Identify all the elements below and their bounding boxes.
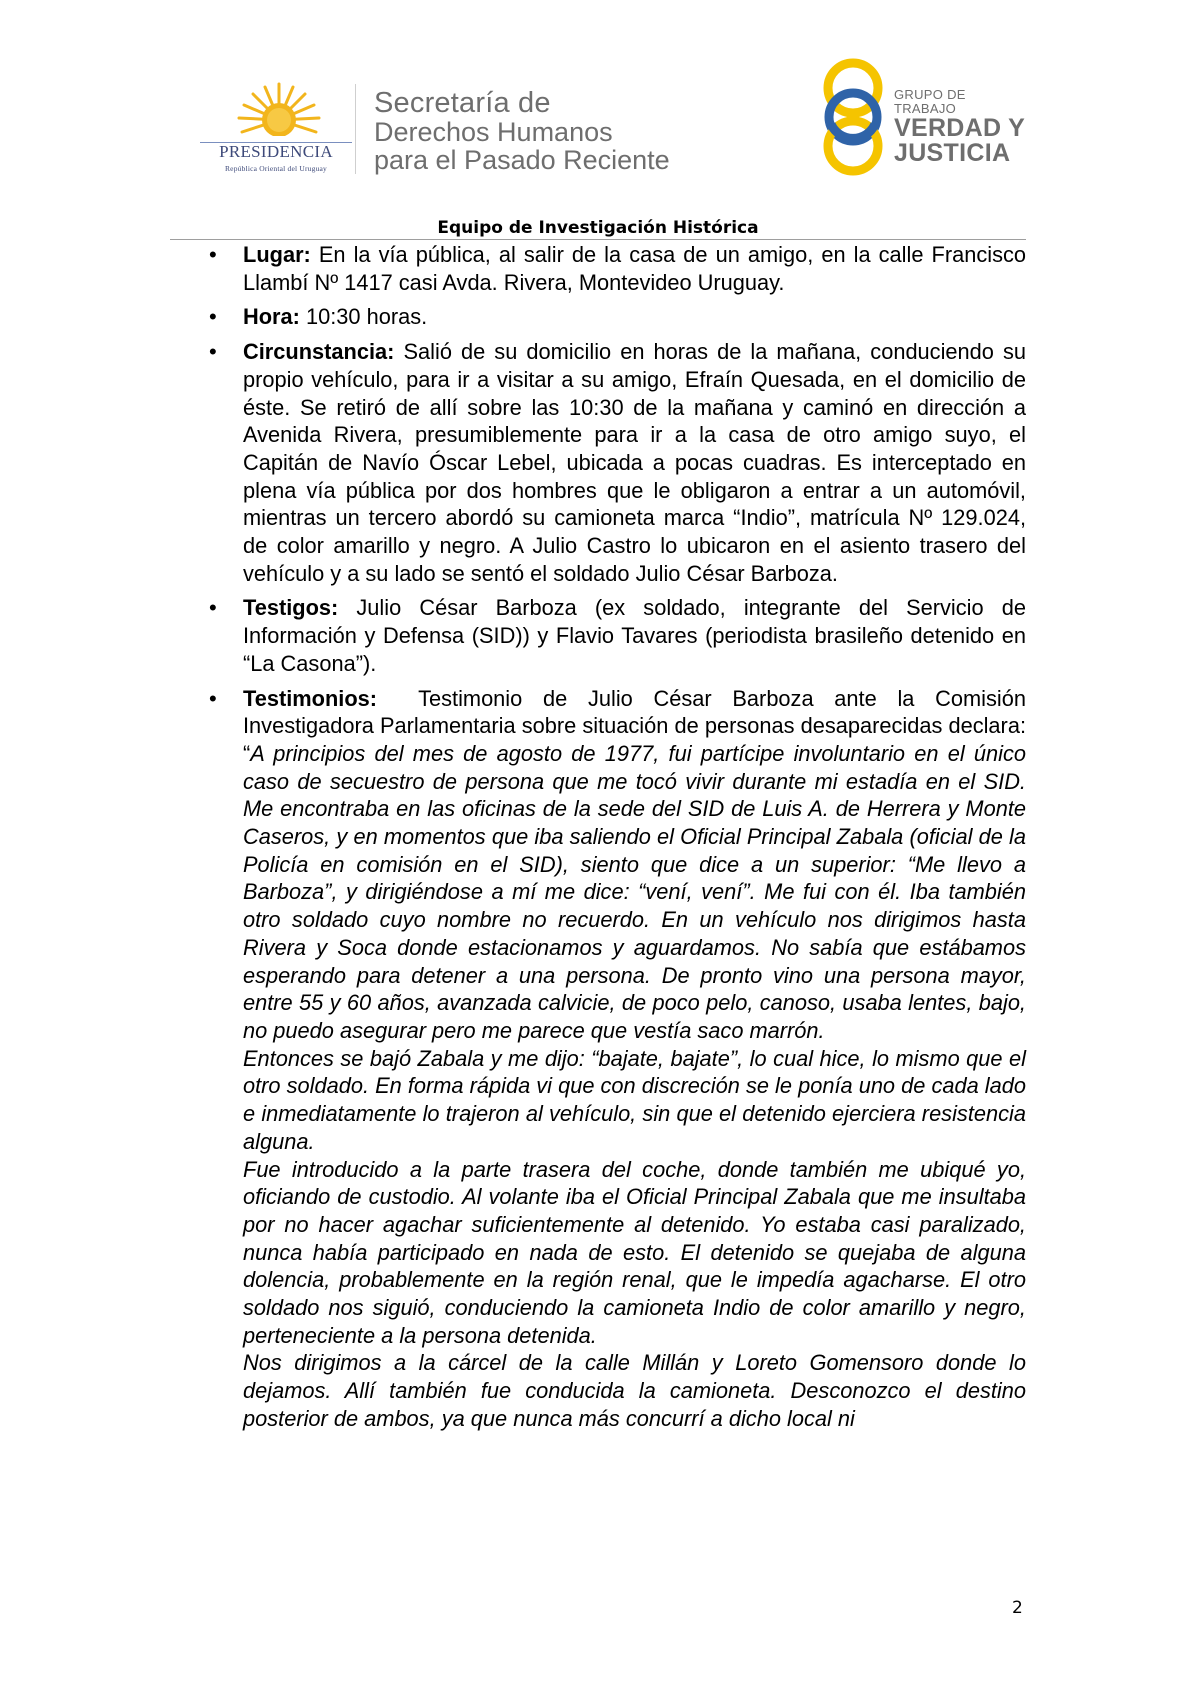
- bullet-icon: •: [209, 339, 217, 365]
- item-text: 10:30 horas.: [299, 304, 428, 330]
- running-header: Equipo de Investigación Histórica: [437, 218, 759, 238]
- list-item-testigos: [195, 594, 1026, 677]
- gtvj-line-1: GRUPO DE TRABAJO: [894, 87, 966, 116]
- page-number: 2: [1012, 1598, 1023, 1618]
- secretaria-line-3: para el Pasado Reciente: [374, 145, 670, 175]
- list-item-testimonios: [195, 685, 1033, 1433]
- presidencia-title: PRESIDENCIA: [219, 142, 333, 161]
- verdad-justicia-logo: [818, 54, 1028, 184]
- document-body: [195, 241, 1033, 1440]
- item-label: Testimonios:: [243, 685, 378, 711]
- list-item-hora: [195, 303, 1026, 331]
- item-text: Julio César Barboza (ex soldado, integrante del Servicio de Información y Defensa (SID)) y Flavio Tavares (periodista brasileño detenido en “La Casona”).: [243, 595, 1026, 676]
- header-rule: [170, 239, 1026, 240]
- quote-paragraph: Nos dirigimos a la cárcel de la calle Millán y Loreto Gomensoro donde lo dejamos. Allí también fue conducida la camioneta. Desconozco el destino posterior de ambos, ya que nunca más concurrí a dicho local ni: [243, 1350, 1026, 1431]
- quote-paragraph: A principios del mes de agosto de 1977, fui partícipe involuntario en el único caso de secuestro de persona que me tocó vivir durante mi estadía en el SID. Me encontraba en las oficinas de la sede del SID de Luis A. de Herrera y Monte Caseros, y en momentos que iba saliendo el Oficial Principal Zabala (oficial de la Policía en comisión en el SID), siento que dice a un superior: “Me llevo a Barboza”, y dirigiéndose a mí me dice: “vení, vení”. Me fui con él. Iba también otro soldado cuyo nombre no recuerdo. En un vehículo nos dirigimos hasta Rivera y Soca donde estacionamos y aguardamos. No sabía que estábamos esperando para detener a una persona. De pronto vino una persona mayor, entre 55 y 60 años, avanzada calvicie, de poco pelo, canoso, usaba lentes, bajo, no puedo asegurar pero me parece que vestía saco marrón.: [243, 740, 1026, 1043]
- bullet-icon: •: [209, 685, 217, 711]
- list-item-lugar: [195, 241, 1026, 296]
- item-label: Hora:: [243, 304, 300, 330]
- secretaria-line-1: Secretaría de: [374, 87, 551, 119]
- item-text: Testimonio de Julio César Barboza ante la Comisión Investigadora Parlamentaria sobre situación de personas desaparecidas declara: “: [243, 685, 1033, 766]
- rings-icon: [818, 54, 888, 180]
- list-item-circunstancia: [195, 338, 1026, 587]
- item-label: Testigos:: [243, 595, 339, 621]
- presidencia-logo: [196, 80, 356, 178]
- item-label: Lugar:: [243, 242, 311, 267]
- item-text: Salió de su domicilio en horas de la mañana, conduciendo su propio vehículo, para ir a visitar a su amigo, Efraín Quesada, en el domicilio de éste. Se retiró de allí sobre las 10:30 de la mañana y caminó en dirección a Avenida Rivera, presumiblemente para ir a la casa de otro amigo suyo, el Capitán de Navío Óscar Lebel, ubicada a pocas cuadras. Es interceptado en plena vía pública por dos hombres que le obligaron a entrar a un automóvil, mientras un tercero abordó su camioneta marca “Indio”, matrícula Nº 129.024, de color amarillo y negro. A Julio Castro lo ubicaron en el asiento trasero del vehículo y a su lado se sentó el soldado Julio César Barboza.: [243, 339, 1026, 586]
- presidencia-subtitle: República Oriental del Uruguay: [224, 164, 327, 173]
- bullet-icon: •: [209, 595, 217, 621]
- gtvj-line-3: JUSTICIA: [894, 139, 1011, 167]
- header-divider: [355, 84, 356, 174]
- gtvj-line-2: VERDAD Y: [894, 114, 1026, 142]
- secretaria-line-2: Derechos Humanos: [374, 117, 613, 147]
- quote-paragraph: Entonces se bajó Zabala y me dijo: “bajate, bajate”, lo cual hice, lo mismo que el otro soldado. En forma rápida vi que con discreción se le ponía uno de cada lado e inmediatamente lo trajeron al vehículo, sin que el detenido ejerciera resistencia alguna.: [243, 1045, 1026, 1154]
- bullet-icon: •: [209, 304, 217, 330]
- verdad-justicia-text: [894, 88, 1028, 166]
- secretaria-wordmark: [374, 88, 714, 174]
- item-text: En la vía pública, al salir de la casa de un amigo, en la calle Francisco Llambí Nº 1417 casi Avda. Rivera, Montevideo Uruguay.: [243, 242, 1026, 295]
- quote-paragraph: Fue introducido a la parte trasera del coche, donde también me ubiqué yo, oficiando de custodio. Al volante iba el Oficial Principal Zabala que me insultaba por no hacer agachar suficientemente al detenido. Yo estaba casi paralizado, nunca había participado en nada de esto. El detenido se quejaba de alguna dolencia, probablemente en la región renal, que le impedía agacharse. El otro soldado nos siguió, conduciendo la camioneta Indio de color amarillo y negro, perteneciente a la persona detenida.: [243, 1156, 1026, 1348]
- item-label: Circunstancia:: [243, 339, 395, 365]
- bullet-icon: •: [209, 242, 217, 267]
